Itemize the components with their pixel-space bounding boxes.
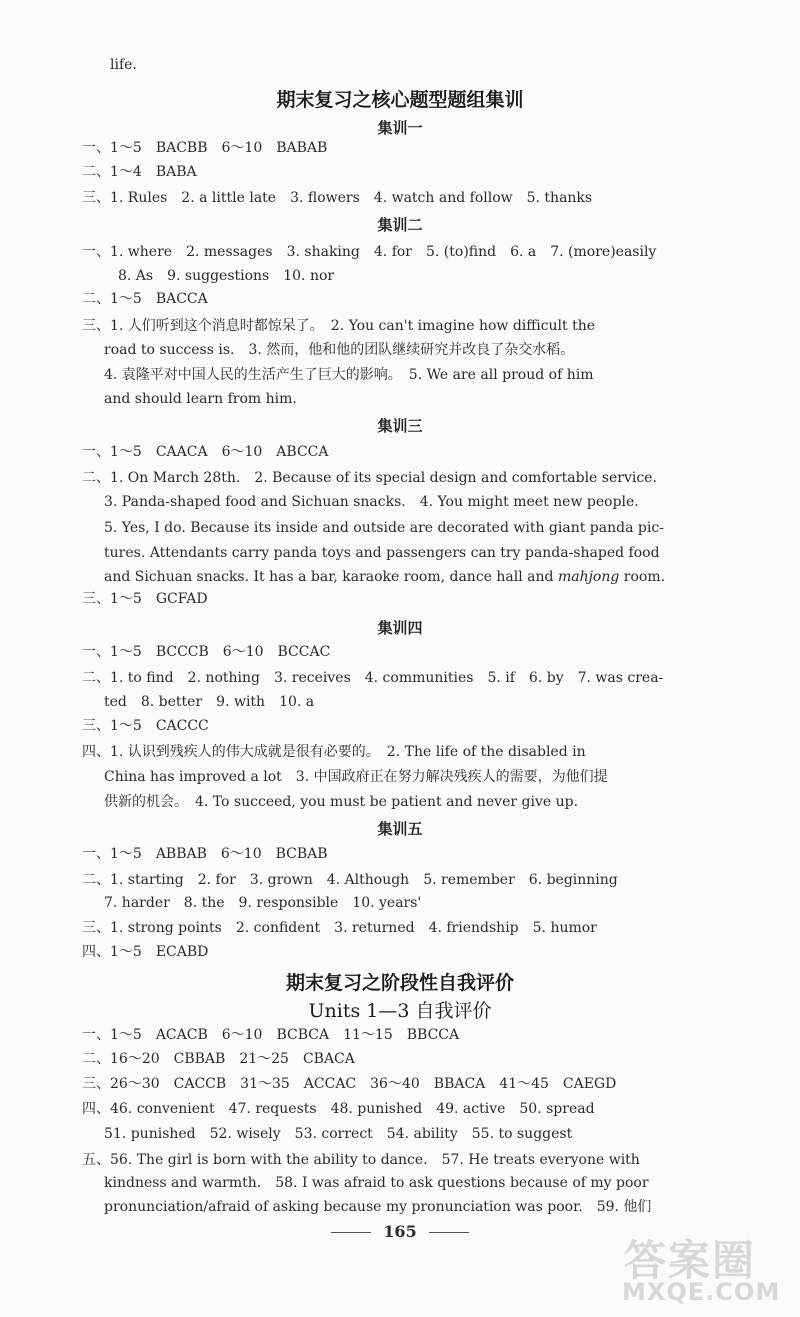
set5-line4: 三、1. strong points 2. confident 3. returned 4. friendship 5. humor — [82, 920, 597, 936]
set5-line5: 四、1～5 ECABD — [82, 944, 209, 960]
units-line2: 二、16～20 CBBAB 21～25 CBACA — [82, 1051, 355, 1067]
set1-title: 集训一 — [377, 119, 423, 137]
section-title-core-training: 期末复习之核心题型题组集训 — [276, 89, 524, 111]
set5-line2: 二、1. starting 2. for 3. grown 4. Although 5. remember 6. beginning — [82, 872, 618, 888]
units-line4: 四、46. convenient 47. requests 48. punished 49. active 50. spread — [82, 1101, 595, 1117]
set4-title: 集训四 — [377, 619, 423, 637]
set3-line5: tures. Attendants carry panda toys and passengers can try panda-shaped food — [104, 545, 660, 561]
set1-line2: 二、1～4 BABA — [82, 164, 197, 180]
set5-line1: 一、1～5 ABBAB 6～10 BCBAB — [82, 846, 328, 862]
watermark-url: MXQE.COM — [622, 1278, 781, 1306]
set1-line3: 三、1. Rules 2. a little late 3. flowers 4. watch and follow 5. thanks — [82, 190, 593, 206]
units-line8: pronunciation/afraid of asking because my pronunciation was poor. 59. 他们 — [104, 1199, 652, 1215]
set4-line4: 三、1～5 CACCC — [82, 718, 209, 734]
set3-line6-text: and Sichuan snacks. It has a bar, karaoke room, dance hall and — [104, 569, 558, 585]
set3-line2: 二、1. On March 28th. 2. Because of its special design and comfortable service. — [82, 470, 657, 486]
set3-line6 — [104, 567, 665, 587]
set4-line1: 一、1～5 BCCCB 6～10 BCCAC — [82, 644, 331, 660]
set1-line1: 一、1～5 BACBB 6～10 BABAB — [82, 140, 328, 156]
top-fragment: life. — [110, 57, 137, 73]
set3-line4: 5. Yes, I do. Because its inside and outside are decorated with giant panda pic- — [104, 520, 664, 536]
set3-line6-italic: mahjong — [557, 569, 620, 585]
set2-title: 集训二 — [377, 216, 423, 234]
set2-line3: 二、1～5 BACCA — [82, 291, 208, 307]
section-title-self-evaluation: 期末复习之阶段性自我评价 — [285, 972, 514, 994]
set3-line6-end: room. — [619, 569, 666, 585]
set3-line1: 一、1～5 CAACA 6～10 ABCCA — [82, 444, 329, 460]
units-line6: 五、56. The girl is born with the ability to dance. 57. He treats everyone with — [82, 1152, 640, 1168]
set2-line4: 三、1. 人们听到这个消息时都惊呆了。 2. You can't imagine how difficult the — [82, 318, 596, 334]
watermark-text: 答案圈 — [624, 1236, 757, 1285]
set4-line3: ted 8. better 9. with 10. a — [104, 694, 315, 710]
watermark-logo — [618, 1228, 788, 1308]
units-title: Units 1—3 自我评价 — [308, 1000, 492, 1022]
units-line5: 51. punished 52. wisely 53. correct 54. ability 55. to suggest — [104, 1126, 573, 1142]
set5-line3: 7. harder 8. the 9. responsible 10. years' — [104, 895, 422, 911]
set2-line1: 一、1. where 2. messages 3. shaking 4. for 5. (to)find 6. a 7. (more)easily — [82, 244, 657, 260]
page-number-text: 165 — [383, 1222, 417, 1241]
set3-line7: 三、1～5 GCFAD — [82, 591, 208, 607]
units-line7: kindness and warmth. 58. I was afraid to ask questions because of my poor — [104, 1175, 649, 1191]
set4-line6: China has improved a lot 3. 中国政府正在努力解决残疾人的需要，为他们提 — [104, 769, 608, 785]
set3-title: 集训三 — [377, 417, 423, 435]
set4-line5: 四、1. 认识到残疾人的伟大成就是很有必要的。 2. The life of the disabled in — [82, 744, 586, 760]
set2-line5: road to success is. 3. 然而，他和他的团队继续研究并改良了杂交水稻。 — [104, 342, 575, 358]
set2-line6: 4. 袁隆平对中国人民的生活产生了巨大的影响。 5. We are all proud of him — [104, 367, 594, 383]
set3-line3: 3. Panda-shaped food and Sichuan snacks. 4. You might meet new people. — [104, 494, 639, 510]
dash-right — [429, 1232, 469, 1233]
units-line1: 一、1～5 ACACB 6～10 BCBCA 11～15 BBCCA — [82, 1027, 460, 1043]
set2-line7: and should learn from him. — [104, 391, 297, 407]
set4-line7: 供新的机会。 4. To succeed, you must be patient and never give up. — [104, 794, 579, 810]
units-line3: 三、26～30 CACCB 31～35 ACCAC 36～40 BBACA 41～45 CAEGD — [82, 1076, 617, 1092]
set5-title: 集训五 — [377, 820, 423, 838]
set4-line2: 二、1. to find 2. nothing 3. receives 4. communities 5. if 6. by 7. was crea- — [82, 670, 664, 686]
dash-left — [331, 1232, 371, 1233]
set2-line2: 8. As 9. suggestions 10. nor — [118, 268, 335, 284]
